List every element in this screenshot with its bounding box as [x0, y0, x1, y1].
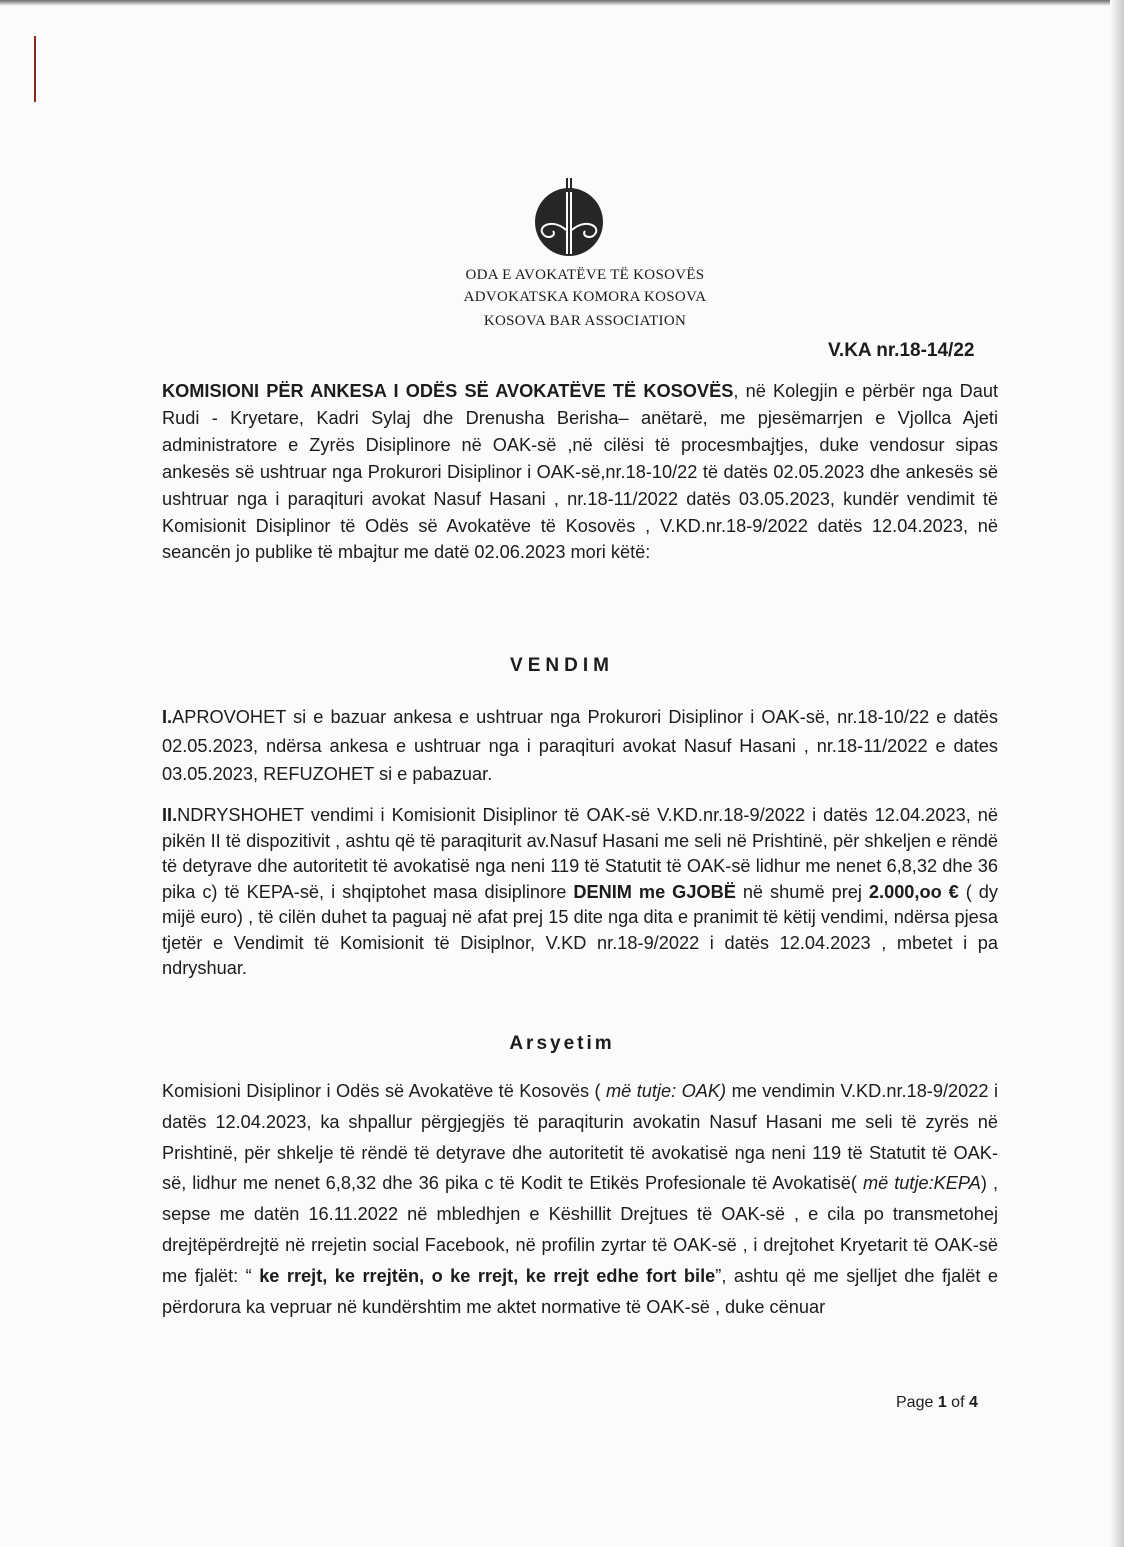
case-reference: V.KA nr.18-14/22	[828, 340, 975, 361]
point-2-text-c: ( dy mijë euro) , të cilën duhet ta paguaj në afat prej 15 dite nga dita e pranimit të këtij vendimi, ndërsa pjesa tjetër e Vendimit të Komisionit të Disiplnor, V.KD nr.18-9/2022 i datës 12.04.2023 , mbetet i pa ndryshuar.	[162, 881, 999, 978]
point-2-number: II.	[162, 805, 178, 825]
reasoning-text-b: me vendimin V.KD.nr.18-9/2022 i datës 12.04.2023, ka shpallur përgjegjës të paraqiturin avokatin Nasuf Hasani me seli të zyrës në Prishtinë, për shkelje të rëndë të detyrave dhe autoritetit të avokatisë nga neni 119 të Statutit të OAK-së, lidhur me nenet 6,8,32 dhe 36 pika c të Kodit te Etikës Profesionale të Avokatisë(	[162, 1081, 998, 1194]
commission-name: KOMISIONI PËR ANKESA I ODËS SË AVOKATËVE TË KOSOVËS	[162, 381, 734, 401]
point-1-text: APROVOHET si e bazuar ankesa e ushtruar nga Prokurori Disiplinor i OAK-së, nr.18-10/22 e datës 02.05.2023, ndërsa ankesa e ushtruar nga i paraqituri avokat Nasuf Hasani , nr.18-11/2022 e dates 03.05.2023, REFUZOHET si e pabazuar.	[162, 707, 998, 784]
decision-point-2	[162, 803, 998, 982]
quoted-words: ke rrejt, ke rrejtën, o ke rrejt, ke rrejt edhe fort bile	[259, 1265, 716, 1286]
reasoning-italic-a: më tutje: OAK)	[606, 1081, 727, 1101]
page-number	[896, 1394, 978, 1412]
intro-text: , në Kolegjin e përbër nga Daut Rudi - Kryetare, Kadri Sylaj dhe Drenusha Berisha– anëtarë, me pjesëmarrjen e Vjollca Ajeti administratore e Zyrës Disiplinore në OAK-së ,në cilësi të procesmbajtjes, duke vendosur sipas ankesës së ushtruar nga Prokurori Disiplinor i OAK-së,nr.18-10/22 të datës 02.05.2023 dhe ankesës së ushtruar nga i paraqituri avokat Nasuf Hasani , nr.18-11/2022 datës 03.05.2023, kundër vendimit të Komisionit Disiplinor të Odës së Avokatëve të Kosovës , V.KD.nr.18-9/2022 datës 12.04.2023, në seancën jo publike të mbajtur me datë 02.06.2023 mori këtë:	[162, 381, 998, 563]
page-current: 1	[937, 1394, 947, 1411]
org-name-albanian: ODA E AVOKATËVE TË KOSOVËS	[465, 267, 705, 283]
reasoning-text-a: Komisioni Disiplinor i Odës së Avokatëve të Kosovës (	[162, 1081, 607, 1101]
point-1-number: I.	[162, 707, 173, 727]
fine-amount: 2.000,oo €	[868, 881, 959, 902]
decision-heading: VENDIM	[510, 655, 614, 676]
scan-top-edge	[0, 0, 1124, 6]
reasoning-text-c: ) , sepse me datën 16.11.2022 në mbledhjen e Këshillit Drejtues të OAK-së , e cila po transmetohej drejtëpërdrejtë në rrejetin social Facebook, në profilin zyrtar të OAK-së , i drejtohet Kryetarit të OAK-së me fjalët: “	[162, 1173, 999, 1286]
bar-association-logo	[533, 178, 605, 258]
point-2-text-a: NDRYSHOHET vendimi i Komisionit Disiplinor të OAK-së V.KD.nr.18-9/2022 i datës 12.04.2023, në pikën II të dispozitivit , ashtu që të paraqiturit av.Nasuf Hasani me seli në Prishtinë, për shkeljen e rëndë të detyrave dhe autoritetit të avokatisë nga neni 119 të Statutit të OAK-së lidhur me nenet 6,8,32 dhe 36 pika c) të KEPA-së, i shqiptohet masa disiplinore	[162, 805, 998, 902]
intro-paragraph	[162, 378, 998, 566]
page-total: 4	[968, 1394, 978, 1411]
reasoning-italic-b: më tutje:KEPA	[862, 1173, 981, 1194]
reasoning-text-d: ”, ashtu që me sjelljet dhe fjalët e përdorura ka vepruar në kundërshtim me aktet normative të OAK-së , duke cënuar	[162, 1265, 999, 1317]
margin-pen-mark	[34, 36, 36, 102]
penalty-label: DENIM me GJOBË	[573, 881, 736, 902]
reasoning-heading: Arsyetim	[509, 1033, 615, 1054]
page-prefix: Page	[896, 1394, 938, 1411]
decision-point-1	[162, 703, 998, 789]
page-middle: of	[946, 1394, 969, 1411]
scan-right-edge	[1110, 0, 1124, 1547]
reasoning-paragraph	[162, 1076, 998, 1322]
org-name-english: KOSOVA BAR ASSOCIATION	[483, 313, 687, 329]
point-2-text-b: në shumë prej	[735, 881, 869, 902]
org-name-serbian: ADVOKATSKA KOMORA KOSOVA	[463, 289, 707, 305]
